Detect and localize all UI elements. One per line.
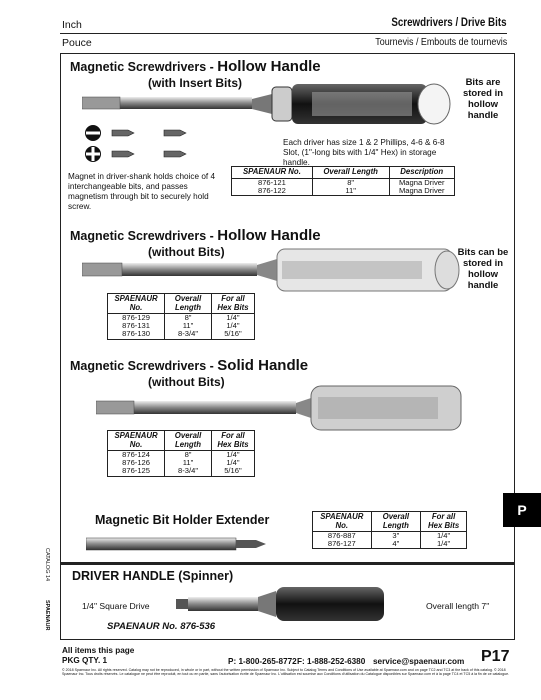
table-cell: 8" [165, 314, 212, 323]
spinner-handle-image [176, 585, 416, 623]
table-cell: Magna Driver [398, 185, 445, 195]
table-cell: 1/4" [436, 539, 451, 549]
s5-length-label: Overall length 7" [426, 601, 490, 611]
footer-line1: All items this page [62, 646, 135, 655]
s2-col-1: SPAENAUR No. [108, 294, 165, 314]
unit-fr: Pouce [62, 37, 92, 49]
solid-handle-screwdriver-image [96, 383, 466, 433]
table-cell: 1/4" [226, 313, 240, 322]
s1-bits-description: Each driver has size 1 & 2 Phillips, 4-6 & 6-8 Slot, (1"-long bits with 1/4" Hex) in storage handle. [283, 138, 445, 167]
s3-title: Magnetic Screwdrivers - Solid Handle [70, 357, 309, 374]
table-cell: 876-122 [232, 187, 313, 196]
table-cell: 8" [165, 451, 212, 460]
table-cell: 3" [371, 532, 421, 541]
s2-col-3: For all Hex Bits [211, 294, 254, 314]
s5-drive-label: 1/4" Square Drive [82, 601, 150, 611]
table-cell: 876-130 [108, 330, 165, 339]
clear-hollow-screwdriver-image [82, 245, 467, 295]
table-cell: 8-3/4" [165, 467, 212, 476]
table-cell: 876-887 [313, 532, 372, 541]
table-row [108, 467, 255, 476]
table-cell: 876-121 [232, 178, 313, 187]
s1-col-1: SPAENAUR No. [232, 167, 313, 179]
table-cell: 876-124 [108, 451, 165, 460]
s3-col-3: For all Hex Bits [211, 431, 254, 451]
table-cell: 4" [371, 540, 421, 549]
catalog-side-label: CATALOG 14 [44, 548, 50, 582]
table-cell: 11" [165, 459, 212, 467]
table-cell: 876-131 [108, 322, 165, 330]
brand-side-label: SPAENAUR [44, 600, 50, 631]
footer-phone: P: 1-800-265-8772 [228, 657, 297, 666]
table-cell: 11" [165, 322, 212, 330]
table-cell: 876-125 [108, 467, 165, 476]
s4-title: Magnetic Bit Holder Extender [95, 513, 270, 527]
s5-title: DRIVER HANDLE (Spinner) [72, 569, 234, 583]
table-cell: Magna Driver [398, 177, 445, 187]
table-row [313, 540, 467, 549]
s3-col-2: Overall Length [165, 431, 212, 451]
s4-table [312, 511, 467, 549]
table-cell: 1/4" [436, 531, 451, 540]
s5-part-number: SPAENAUR No. 876-536 [107, 621, 216, 632]
page-number: P17 [481, 648, 510, 665]
s3-subtitle: (without Bits) [148, 375, 225, 389]
footer-line2: PKG QTY. 1 [62, 656, 108, 665]
s1-title: Magnetic Screwdrivers - Hollow Handle [70, 58, 321, 75]
s2-title: Magnetic Screwdrivers - Hollow Handle [70, 227, 321, 244]
table-cell: 1/4" [226, 321, 240, 331]
s2-table [107, 293, 255, 340]
s2-side-note: Bits can be stored in hollow handle [457, 247, 509, 291]
s3-col-1: SPAENAUR No. [108, 431, 165, 451]
s1-subtitle: (with Insert Bits) [148, 76, 243, 90]
unit-en: Inch [62, 19, 82, 31]
s1-magnet-note: Magnet in driver-shank holds choice of 4 interchangeable bits, and passes magnetism through bit to securely hold screw. [68, 172, 215, 211]
table-cell: 876-129 [108, 314, 165, 323]
s4-col-1: SPAENAUR No. [313, 512, 372, 532]
s4-col-3: For all Hex Bits [421, 512, 467, 532]
footer-fax: F: 1-888-252-6380 [297, 657, 366, 666]
s1-col-3: Description [389, 167, 455, 179]
table-row [108, 330, 255, 339]
s1-side-note: Bits are stored in hollow handle [462, 77, 504, 121]
section-tab: P [503, 493, 541, 527]
footer-fine-print: © 2018 Spaenaur Inc. All rights reserved. Catalog may not be reproduced, in whole or in part, without the written permission of Spaenaur Inc. Subject to Catalog Terms and Conditions of Use available at Spaenaur.com and on page TC2 and TC3 at the back of this catalog. © 2018 Spaenaur Inc. Tous droits réservés. Le catalogue ne peut être reproduit, en tout ou en partie, sans l'autorisation écrite de Spaenaur Inc. L'utilisation est soumise aux Conditions d'utilisation du Catalogue disponibles sur Spaenaur.com et à la page TC4 et TC5 à la fin de ce catalogue. [62, 668, 510, 677]
table-cell: 11" [312, 187, 389, 196]
table-cell: 876-126 [108, 459, 165, 467]
s2-subtitle: (without Bits) [148, 245, 225, 259]
insert-bits-image [84, 124, 214, 166]
table-cell: 1/4" [226, 450, 240, 459]
page-title-fr: Tournevis / Embouts de tournevis [375, 36, 507, 48]
table-cell: 5/16" [224, 466, 242, 476]
s1-table [231, 166, 455, 196]
page-title-en: Screwdrivers / Drive Bits [391, 17, 507, 29]
s4-col-2: Overall Length [371, 512, 421, 532]
bit-holder-extender-image [86, 535, 271, 553]
table-row [232, 187, 455, 196]
footer-email[interactable]: service@spaenaur.com [373, 657, 465, 666]
table-cell: 5/16" [224, 329, 242, 339]
table-cell: 876-127 [313, 540, 372, 549]
hollow-handle-screwdriver-image [82, 82, 467, 126]
s2-col-2: Overall Length [165, 294, 212, 314]
s3-table [107, 430, 255, 477]
table-cell: 1/4" [226, 458, 240, 468]
s1-col-2: Overall Length [312, 167, 389, 179]
table-cell: 8-3/4" [165, 330, 212, 339]
table-cell: 8" [312, 178, 389, 187]
